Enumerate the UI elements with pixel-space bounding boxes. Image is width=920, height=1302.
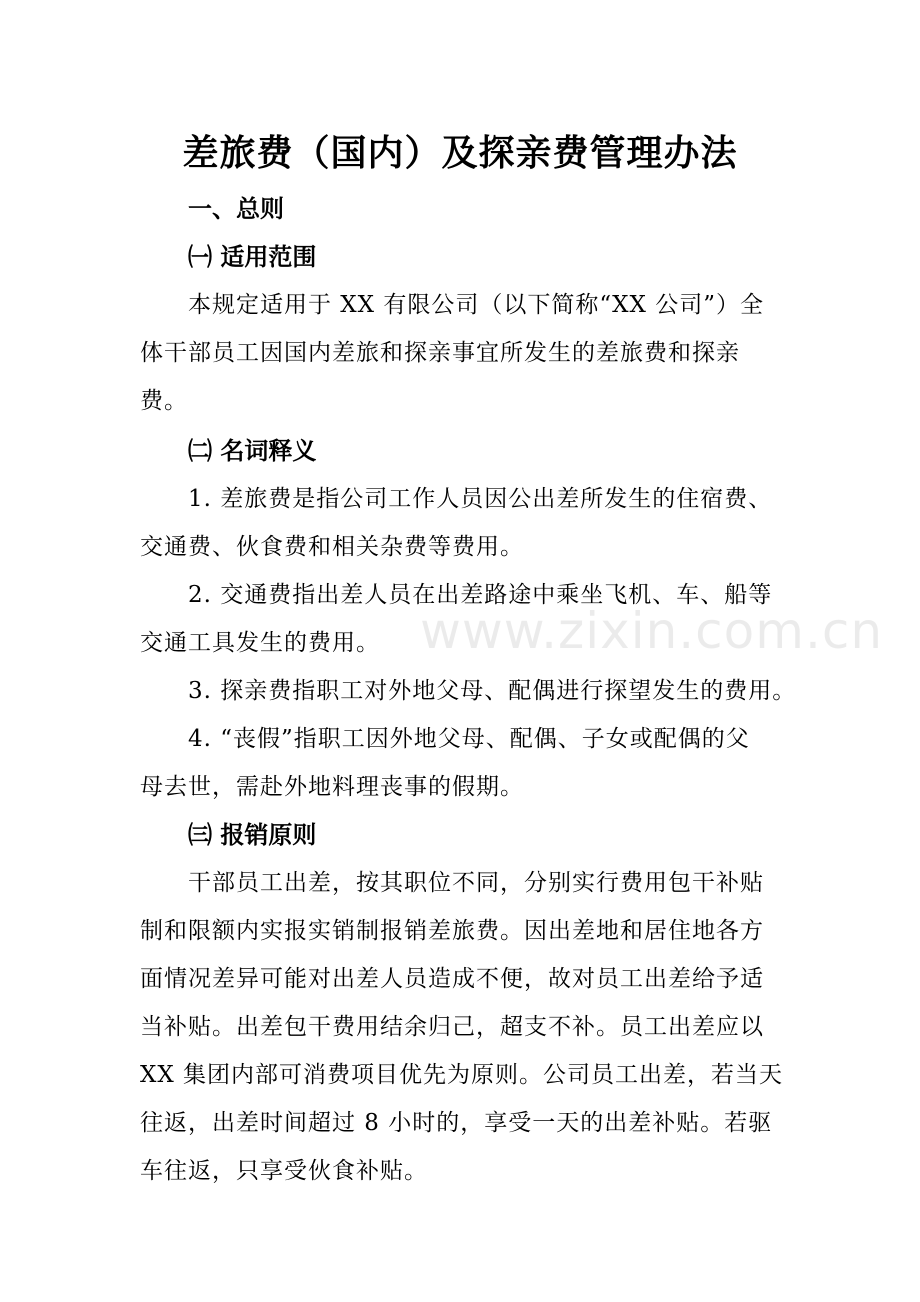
- subsection-heading-reimbursement: ㈢ 报销原则: [188, 820, 317, 849]
- paragraph-line: 当补贴。出差包干费用结余归己，超支不补。员工出差应以: [140, 1014, 764, 1040]
- paragraph-line: 交通费、伙食费和相关杂费等费用。: [140, 534, 524, 560]
- paragraph-line: 4. “丧假”指职工因外地父母、配偶、子女或配偶的父: [188, 726, 750, 752]
- paragraph-line: 费。: [140, 388, 188, 414]
- paragraph-line: 体干部员工因国内差旅和探亲事宜所发生的差旅费和探亲: [140, 340, 740, 366]
- paragraph-line: 1. 差旅费是指公司工作人员因公出差所发生的住宿费、: [188, 486, 773, 512]
- paragraph-line: XX 集团内部可消费项目优先为原则。公司员工出差，若当天: [140, 1062, 784, 1088]
- paragraph-line: 母去世，需赴外地料理丧事的假期。: [140, 774, 524, 800]
- paragraph-line: 制和限额内实报实销制报销差旅费。因出差地和居住地各方: [140, 918, 764, 944]
- paragraph-line: 往返，出差时间超过 8 小时的，享受一天的出差补贴。若驱: [140, 1110, 773, 1136]
- paragraph-line: 车往返，只享受伙食补贴。: [140, 1158, 428, 1184]
- subsection-heading-scope: ㈠ 适用范围: [188, 242, 317, 271]
- section-heading-general: 一、总则: [188, 194, 284, 223]
- paragraph-line: 交通工具发生的费用。: [140, 630, 380, 656]
- paragraph-line: 本规定适用于 XX 有限公司（以下简称“XX 公司”）全: [188, 292, 764, 318]
- paragraph-line: 2. 交通费指出差人员在出差路途中乘坐飞机、车、船等: [188, 582, 773, 608]
- document-title: 差旅费（国内）及探亲费管理办法: [182, 132, 738, 174]
- paragraph-line: 面情况差异可能对出差人员造成不便，故对员工出差给予适: [140, 966, 764, 992]
- subsection-heading-definitions: ㈡ 名词释义: [188, 436, 317, 465]
- paragraph-line: 干部员工出差，按其职位不同，分别实行费用包干补贴: [188, 870, 764, 896]
- watermark: www.zixin.com.cn: [420, 602, 884, 660]
- paragraph-line: 3. 探亲费指职工对外地父母、配偶进行探望发生的费用。: [188, 678, 797, 704]
